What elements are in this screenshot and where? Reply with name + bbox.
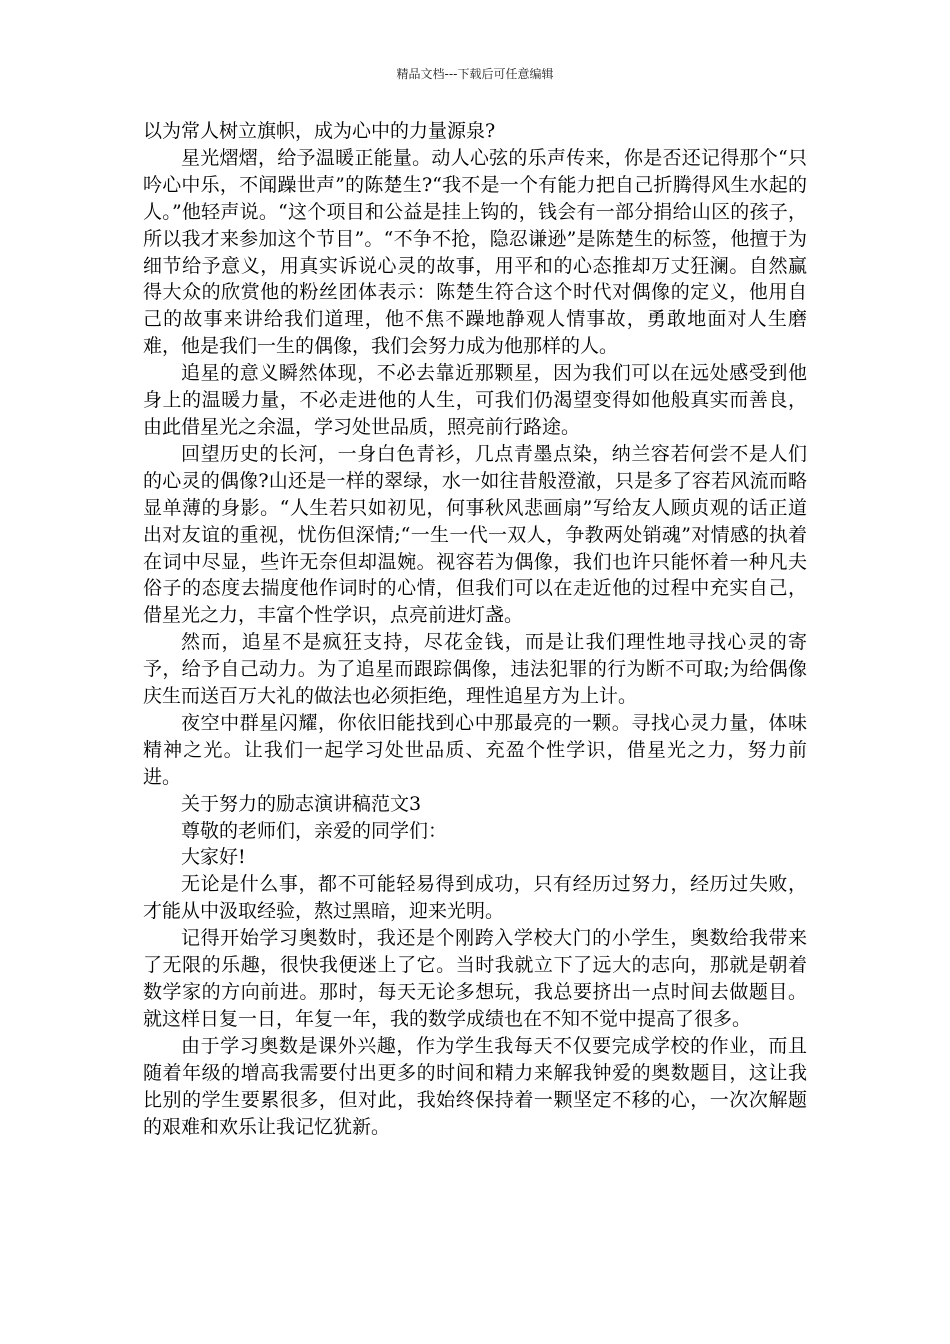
paragraph: 回望历史的长河，一身白色青衫，几点青墨点染，纳兰容若何尝不是人们的心灵的偶像?山还是一样的翠绿，水一如往昔般澄澈，只是多了容若风流而略显单薄的身影。“人生若只如初见，何事秋风悲画扇”写给友人顾贞观的话正道出对友谊的重视，忧伤但深情;“一生一代一双人，争教两处销魂”对情感的执着在词中尽显，些许无奈但却温婉。视容若为偶像，我们也许只能怀着一种凡夫俗子的态度去揣度他作词时的心情，但我们可以在走近他的过程中充实自己，借星光之力，丰富个性学识，点亮前进灯盏。 — [143, 442, 807, 627]
paragraph: 然而，追星不是疯狂支持，尽花金钱，而是让我们理性地寻找心灵的寄予，给予自己动力。为了追星而跟踪偶像，违法犯罪的行为断不可取;为给偶像庆生而送百万大礼的做法也必须拒绝，理性追星方为上计。 — [143, 631, 807, 708]
paragraph: 记得开始学习奥数时，我还是个刚跨入学校大门的小学生，奥数给我带来了无限的乐趣，很快我便迷上了它。当时我就立下了远大的志向，那就是朝着数学家的方向前进。那时，每天无论多想玩，我总要挤出一点时间去做题目。就这样日复一日，年复一年，我的数学成绩也在不知不觉中提高了很多。 — [143, 927, 807, 1030]
paragraph: 由于学习奥数是课外兴趣，作为学生我每天不仅要完成学校的作业，而且随着年级的增高我需要付出更多的时间和精力来解我钟爱的奥数题目，这让我比别的学生要累很多，但对此，我始终保持着一颗坚定不移的心，一次次解题的艰难和欢乐让我记忆犹新。 — [143, 1034, 807, 1138]
paragraph: 夜空中群星闪耀，你依旧能找到心中那最亮的一颗。寻找心灵力量，体味精神之光。让我们一起学习处世品质、充盈个性学识，借星光之力，努力前进。 — [143, 711, 807, 788]
section-title: 关于努力的励志演讲稿范文3 — [181, 792, 422, 815]
page-header: 精品文档---下载后可任意编辑 — [396, 67, 554, 81]
salutation: 尊敬的老师们，亲爱的同学们： — [181, 819, 448, 842]
paragraph: 以为常人树立旗帜，成为心中的力量源泉? — [143, 120, 496, 142]
paragraph: 星光熠熠，给予温暖正能量。动人心弦的乐声传来，你是否还记得那个“只吟心中乐，不闻躁世声”的陈楚生?“我不是一个有能力把自己折腾得风生水起的人。”他轻声说。“这个项目和公益是挂上钩的，钱会有一部分捐给山区的孩子，所以我才来参加这个节目”。“不争不抢，隐忍谦逊”是陈楚生的标签，他擅于为细节给予意义，用真实诉说心灵的故事，用平和的心态推却万丈狂澜。自然赢得大众的欣赏他的粉丝团体表示：陈楚生符合这个时代对偶像的定义，他用自己的故事来讲给我们道理，他不焦不躁地静观人情事故，勇敢地面对人生磨难，他是我们一生的偶像，我们会努力成为他那样的人。 — [143, 146, 807, 358]
paragraph: 追星的意义瞬然体现，不必去靠近那颗星，因为我们可以在远处感受到他身上的温暖力量，不必走进他的人生，可我们仍渴望变得如他般真实而善良，由此借星光之余温，学习处世品质，照亮前行路途。 — [143, 362, 807, 438]
document-body — [143, 118, 807, 1140]
greeting: 大家好! — [181, 846, 246, 869]
paragraph: 无论是什么事，都不可能轻易得到成功，只有经历过努力，经历过失败，才能从中汲取经验，熬过黑暗，迎来光明。 — [143, 873, 807, 923]
